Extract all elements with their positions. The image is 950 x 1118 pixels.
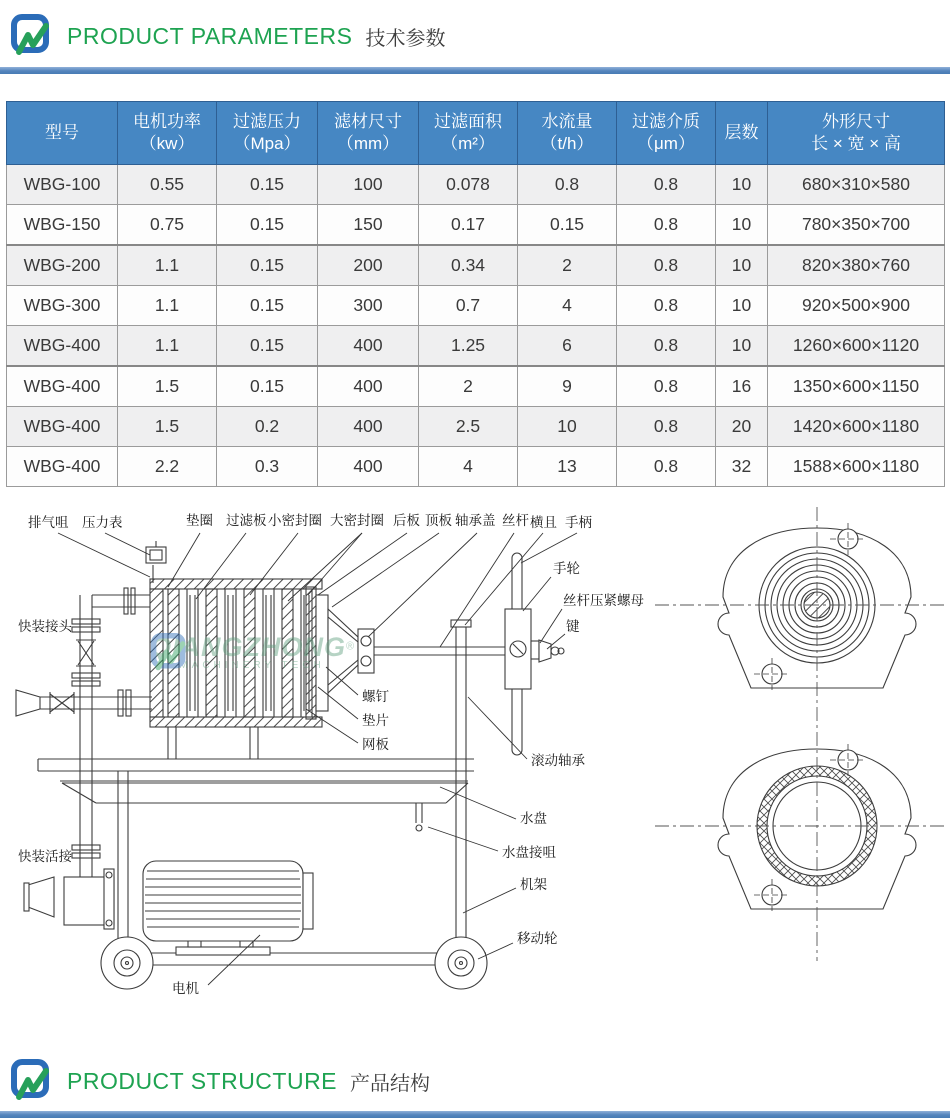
cell: 400	[318, 447, 419, 487]
table-row	[7, 407, 945, 447]
col-filter-pressure: 过滤压力 （Mpa）	[217, 102, 318, 165]
cell: 1.1	[118, 286, 217, 326]
cell-dimensions: 920×500×900	[768, 286, 945, 326]
cell: 9	[518, 366, 617, 407]
cell: 4	[518, 286, 617, 326]
cell-dimensions: 680×310×580	[768, 165, 945, 205]
cell: 20	[716, 407, 768, 447]
table-row	[7, 205, 945, 246]
col-layers: 层数	[716, 102, 768, 165]
cell: 1.5	[118, 407, 217, 447]
motor	[143, 861, 313, 955]
label-pressure-gauge: 压力表	[82, 515, 123, 531]
label-exhaust-nozzle: 排气咀	[28, 515, 69, 531]
cell: 150	[318, 205, 419, 246]
watermark-brand-text: QIANGZHONG	[150, 632, 346, 662]
cell: 6	[518, 326, 617, 367]
cell: 1.1	[118, 245, 217, 286]
cell: 0.8	[617, 366, 716, 407]
cell: 16	[716, 366, 768, 407]
cell: 0.8	[617, 447, 716, 487]
col-filter-medium: 过滤介质 （μm）	[617, 102, 716, 165]
label-gasket: 垫片	[362, 713, 389, 729]
cell: 2	[419, 366, 518, 407]
section-title-zh: 技术参数	[365, 27, 446, 50]
section-header-structure	[0, 1051, 950, 1118]
cell: 0.8	[617, 205, 716, 246]
label-moving-wheel: 移动轮	[517, 931, 558, 947]
cell: 10	[716, 205, 768, 246]
cell: 2.2	[118, 447, 217, 487]
label-screw: 螺钉	[362, 689, 389, 705]
section-divider-bar	[0, 1111, 950, 1118]
label-quick-union: 快装活接	[18, 849, 72, 865]
cell-model: WBG-100	[7, 165, 118, 205]
cell: 0.15	[217, 326, 318, 367]
table-row	[7, 165, 945, 205]
col-water-flow: 水流量 （t/h）	[518, 102, 617, 165]
col-motor-power: 电机功率 （kw）	[118, 102, 217, 165]
brand-logo-icon	[10, 1059, 54, 1103]
cell: 100	[318, 165, 419, 205]
label-quick-connector: 快装接头	[18, 619, 72, 635]
cell-dimensions: 780×350×700	[768, 205, 945, 246]
label-crossbar: 横且	[530, 515, 557, 531]
section-title-en: PRODUCT PARAMETERS	[67, 22, 353, 49]
cell-dimensions: 1420×600×1180	[768, 407, 945, 447]
cell: 0.7	[419, 286, 518, 326]
cell: 2.5	[419, 407, 518, 447]
cell: 300	[318, 286, 419, 326]
label-mesh-plate: 网板	[362, 737, 389, 753]
cell-dimensions: 820×380×760	[768, 245, 945, 286]
cell: 0.8	[617, 326, 716, 367]
label-filter-plate: 过滤板	[226, 513, 267, 529]
table-row	[7, 245, 945, 286]
cell: 0.8	[518, 165, 617, 205]
table-header-row	[7, 102, 945, 165]
label-handle: 手柄	[565, 515, 592, 531]
cell: 10	[716, 326, 768, 367]
cell-model: WBG-400	[7, 366, 118, 407]
label-bearing-cover: 轴承盖	[455, 513, 496, 529]
machine-side-view	[16, 541, 564, 989]
section-title-en: PRODUCT STRUCTURE	[67, 1067, 338, 1094]
cell: 0.15	[217, 165, 318, 205]
wheel-right	[435, 937, 487, 989]
section-title-zh: 产品结构	[350, 1072, 431, 1095]
parameters-table	[6, 101, 945, 487]
label-handwheel: 手轮	[553, 561, 580, 577]
label-rear-plate: 后板	[393, 513, 420, 529]
cell-model: WBG-200	[7, 245, 118, 286]
cell: 0.17	[419, 205, 518, 246]
cell: 0.15	[518, 205, 617, 246]
label-compression-nut: 丝杆压紧螺母	[563, 593, 644, 609]
cell-model: WBG-300	[7, 286, 118, 326]
label-rolling-bearing: 滚动轴承	[531, 753, 585, 769]
table-row	[7, 447, 945, 487]
structure-diagram	[0, 491, 950, 1043]
cell: 10	[716, 165, 768, 205]
cell: 0.8	[617, 165, 716, 205]
support-column	[451, 620, 471, 953]
cell-model: WBG-400	[7, 447, 118, 487]
cell: 0.8	[617, 245, 716, 286]
col-model: 型号	[7, 102, 118, 165]
cell: 0.078	[419, 165, 518, 205]
cell: 1.25	[419, 326, 518, 367]
col-dimensions: 外形尺寸 长 × 宽 × 高	[768, 102, 945, 165]
col-media-size: 滤材尺寸 （mm）	[318, 102, 419, 165]
cell: 0.15	[217, 205, 318, 246]
cell: 10	[716, 245, 768, 286]
watermark-sub-text: MACHINERY TECH	[179, 660, 325, 672]
cell: 0.75	[118, 205, 217, 246]
cell: 0.3	[217, 447, 318, 487]
cell: 10	[716, 286, 768, 326]
cell: 0.8	[617, 286, 716, 326]
cell-dimensions: 1588×600×1180	[768, 447, 945, 487]
label-screw-rod: 丝杆	[502, 513, 529, 529]
cell-model: WBG-400	[7, 326, 118, 367]
cell: 0.15	[217, 286, 318, 326]
table-row	[7, 326, 945, 367]
cell: 4	[419, 447, 518, 487]
cell-model: WBG-150	[7, 205, 118, 246]
cell: 0.8	[617, 407, 716, 447]
cell-dimensions: 1260×600×1120	[768, 326, 945, 367]
cell: 400	[318, 366, 419, 407]
registered-mark: ®	[346, 640, 355, 653]
col-filter-area: 过滤面积 （m²）	[419, 102, 518, 165]
cell: 10	[518, 407, 617, 447]
cone-and-screw	[328, 609, 506, 693]
table-row	[7, 366, 945, 407]
label-small-seal-ring: 小密封圈	[268, 513, 322, 529]
wheel-left	[101, 937, 153, 989]
pump	[24, 869, 114, 929]
cell: 2	[518, 245, 617, 286]
handwheel-assembly	[505, 553, 564, 755]
cell: 1.5	[118, 366, 217, 407]
section-header-parameters	[0, 0, 950, 67]
cell-model: WBG-400	[7, 407, 118, 447]
filter-press-drawing	[0, 491, 950, 1043]
label-washer: 垫圈	[186, 513, 213, 529]
label-motor: 电机	[172, 981, 199, 997]
label-key: 键	[566, 619, 580, 635]
brand-logo-icon	[10, 14, 54, 58]
cell: 400	[318, 407, 419, 447]
cell: 200	[318, 245, 419, 286]
label-machine-frame: 机架	[520, 877, 547, 893]
cell-dimensions: 1350×600×1150	[768, 366, 945, 407]
cell: 0.2	[217, 407, 318, 447]
label-water-pan: 水盘	[520, 811, 547, 827]
label-large-seal-ring: 大密封圈	[330, 513, 384, 529]
table-row	[7, 286, 945, 326]
label-top-plate: 顶板	[425, 513, 452, 529]
cell: 0.55	[118, 165, 217, 205]
cell: 400	[318, 326, 419, 367]
section-divider-bar	[0, 67, 950, 74]
cell: 0.34	[419, 245, 518, 286]
filter-plate-stack	[150, 579, 328, 759]
cell: 0.15	[217, 366, 318, 407]
cell: 13	[518, 447, 617, 487]
cell: 32	[716, 447, 768, 487]
cell: 1.1	[118, 326, 217, 367]
label-water-pan-nozzle: 水盘接咀	[502, 845, 556, 861]
cell: 0.15	[217, 245, 318, 286]
